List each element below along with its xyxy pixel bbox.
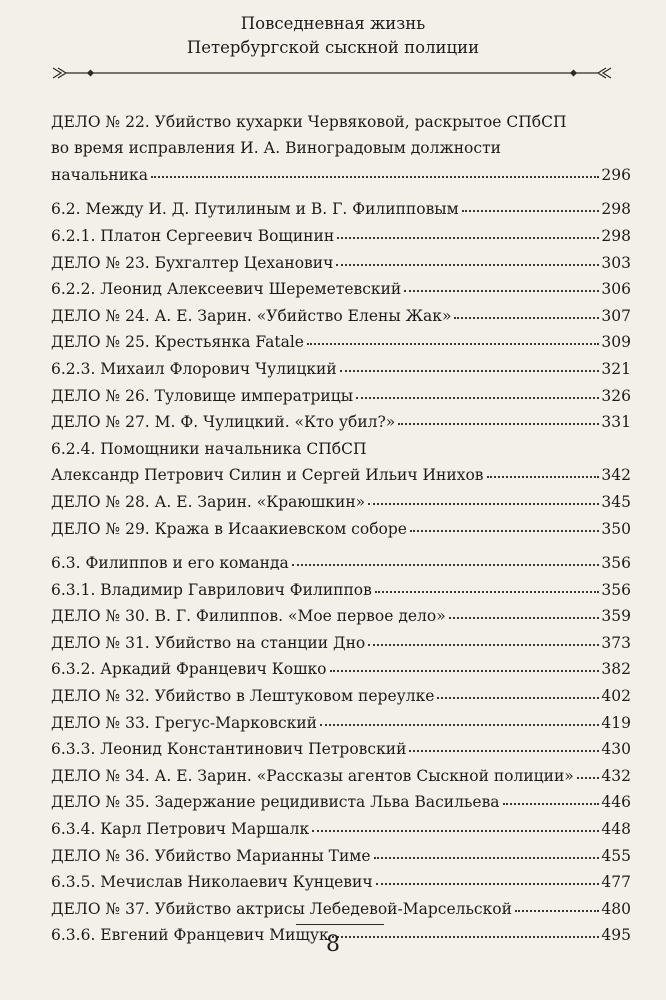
dot-leader xyxy=(437,697,599,699)
dot-leader xyxy=(487,476,600,478)
dot-leader xyxy=(503,803,600,805)
dot-leader xyxy=(368,644,599,646)
toc-entry xyxy=(51,405,631,432)
toc-entry xyxy=(51,838,631,865)
toc-entry-title: 6.3.6. Евгений Францевич Мищук xyxy=(51,926,329,945)
toc-page-number: 306 xyxy=(601,280,631,299)
toc-page-number: 359 xyxy=(601,607,631,626)
toc-entry xyxy=(51,625,631,652)
toc-entry xyxy=(51,732,631,759)
toc-entry-line xyxy=(51,511,631,538)
toc-entry-line xyxy=(51,758,631,785)
toc-page-number: 430 xyxy=(601,740,631,759)
header-ornament-divider xyxy=(52,67,612,79)
toc-entry-line xyxy=(51,811,631,838)
toc-page-number: 303 xyxy=(601,253,631,272)
toc-page-number: 307 xyxy=(601,306,631,325)
toc-entry-line xyxy=(51,678,631,705)
toc-entry-line xyxy=(51,572,631,599)
toc-entry-line xyxy=(51,192,631,219)
running-header-line-1: Повседневная жизнь xyxy=(240,14,426,33)
toc-entry xyxy=(51,484,631,511)
toc-entry-line xyxy=(51,325,631,352)
dot-leader xyxy=(409,750,599,752)
toc-entry xyxy=(51,378,631,405)
toc-entry-title: 6.2.4. Помощники начальника СПбСП xyxy=(51,439,367,458)
dot-leader xyxy=(312,830,599,832)
toc-entry-title: ДЕЛО № 35. Задержание рецидивиста Льва Васильева xyxy=(51,793,500,812)
toc-entry-title: ДЕЛО № 22. Убийство кухарки Червяковой, раскрытое СПбСП xyxy=(51,112,567,131)
toc-entry-line xyxy=(51,732,631,759)
toc-page-number: 309 xyxy=(601,333,631,352)
toc-entry xyxy=(51,218,631,245)
dot-leader xyxy=(330,670,600,672)
toc-entry xyxy=(51,245,631,272)
toc-entry-title: ДЕЛО № 26. Туловище императрицы xyxy=(51,386,354,405)
toc-entry xyxy=(51,572,631,599)
toc-entry-title: ДЕЛО № 33. Грегус-Марковский xyxy=(51,713,317,732)
toc-entry-title: начальника xyxy=(51,165,148,184)
dot-leader xyxy=(307,343,599,345)
toc-entry-line xyxy=(51,131,631,158)
toc-entry xyxy=(51,431,631,484)
toc-entry-line xyxy=(51,157,631,184)
toc-page-number: 342 xyxy=(601,466,631,485)
toc-entry xyxy=(51,272,631,299)
dot-leader xyxy=(577,777,600,779)
toc-entry-line xyxy=(51,104,631,131)
table-of-contents xyxy=(51,104,631,944)
toc-entry-line xyxy=(51,458,631,485)
toc-entry xyxy=(51,678,631,705)
dot-leader xyxy=(462,210,600,212)
toc-entry-title: ДЕЛО № 36. Убийство Марианны Тиме xyxy=(51,846,371,865)
dot-leader xyxy=(337,237,599,239)
dot-leader xyxy=(356,397,599,399)
dot-leader xyxy=(151,176,599,178)
toc-entry-title: 6.2.3. Михаил Флорович Чулицкий xyxy=(51,359,337,378)
dot-leader xyxy=(449,617,600,619)
toc-page-number: 321 xyxy=(601,359,631,378)
toc-entry xyxy=(51,298,631,325)
toc-entry-title: ДЕЛО № 30. В. Г. Филиппов. «Мое первое дело» xyxy=(51,607,446,626)
toc-entry-line xyxy=(51,218,631,245)
toc-entry xyxy=(51,758,631,785)
toc-entry xyxy=(51,351,631,378)
toc-page-number: 432 xyxy=(601,766,631,785)
dot-leader xyxy=(398,423,599,425)
toc-entry-line xyxy=(51,245,631,272)
toc-entry-line xyxy=(51,785,631,812)
toc-entry-title: 6.3.4. Карл Петрович Маршалк xyxy=(51,820,310,839)
toc-page-number: 402 xyxy=(601,687,631,706)
toc-entry-line xyxy=(51,652,631,679)
toc-entry xyxy=(51,891,631,918)
toc-entry-title: ДЕЛО № 32. Убийство в Лештуковом переулке xyxy=(51,687,435,706)
toc-entry-line xyxy=(51,405,631,432)
toc-page-number: 298 xyxy=(601,226,631,245)
toc-entry-title: 6.2. Между И. Д. Путилиным и В. Г. Филипповым xyxy=(51,200,459,219)
toc-entry-line xyxy=(51,484,631,511)
toc-entry-title: 6.3.5. Мечислав Николаевич Кунцевич xyxy=(51,873,373,892)
toc-entry-title: ДЕЛО № 31. Убийство на станции Дно xyxy=(51,633,366,652)
toc-entry-title: ДЕЛО № 27. М. Ф. Чулицкий. «Кто убил?» xyxy=(51,413,396,432)
dot-leader xyxy=(340,370,600,372)
toc-entry-line xyxy=(51,378,631,405)
running-header xyxy=(0,12,666,60)
dot-leader xyxy=(376,883,600,885)
dot-leader xyxy=(515,910,599,912)
toc-entry-line xyxy=(51,599,631,626)
toc-entry-title: 6.2.1. Платон Сергеевич Вощинин xyxy=(51,226,335,245)
toc-entry-title: ДЕЛО № 28. А. Е. Зарин. «Краюшкин» xyxy=(51,492,366,511)
dot-leader xyxy=(374,857,600,859)
toc-entry xyxy=(51,652,631,679)
dot-leader xyxy=(368,503,599,505)
toc-page-number: 448 xyxy=(601,820,631,839)
toc-entry-title: во время исправления И. А. Виноградовым должности xyxy=(51,139,501,158)
toc-page-number: 382 xyxy=(601,660,631,679)
toc-entry xyxy=(51,192,631,219)
toc-page-number: 419 xyxy=(601,713,631,732)
toc-page-number: 350 xyxy=(601,519,631,538)
toc-page-number: 326 xyxy=(601,386,631,405)
toc-page-number: 356 xyxy=(601,554,631,573)
toc-page-number: 477 xyxy=(601,873,631,892)
page-number: 8 xyxy=(326,932,340,957)
toc-entry-line xyxy=(51,272,631,299)
running-header-line-2: Петербургской сыскной полиции xyxy=(186,38,480,57)
toc-entry-line xyxy=(51,838,631,865)
toc-entry xyxy=(51,325,631,352)
toc-entry-line xyxy=(51,705,631,732)
toc-entry-title: ДЕЛО № 34. А. Е. Зарин. «Рассказы агентов Сыскной полиции» xyxy=(51,766,574,785)
toc-entry xyxy=(51,865,631,892)
dot-leader xyxy=(292,564,600,566)
toc-section-gap xyxy=(51,184,631,192)
dot-leader xyxy=(404,290,599,292)
toc-entry-line xyxy=(51,546,631,573)
dot-leader xyxy=(336,264,599,266)
toc-entry-title: 6.3.3. Леонид Константинович Петровский xyxy=(51,740,407,759)
toc-page-number: 455 xyxy=(601,846,631,865)
toc-page-number: 373 xyxy=(601,633,631,652)
toc-entry-line xyxy=(51,625,631,652)
toc-entry-line xyxy=(51,891,631,918)
toc-page-number: 356 xyxy=(601,580,631,599)
toc-entry-title: 6.3.2. Аркадий Францевич Кошко xyxy=(51,660,327,679)
toc-entry xyxy=(51,546,631,573)
toc-entry-title: ДЕЛО № 29. Кража в Исаакиевском соборе xyxy=(51,519,407,538)
toc-entry-line xyxy=(51,431,631,458)
toc-entry xyxy=(51,811,631,838)
toc-page-number: 446 xyxy=(601,793,631,812)
toc-entry-line xyxy=(51,298,631,325)
toc-entry-title: ДЕЛО № 25. Крестьянка Fatale xyxy=(51,333,304,352)
toc-entry-title: 6.3.1. Владимир Гаврилович Филиппов xyxy=(51,580,372,599)
toc-entry xyxy=(51,511,631,538)
toc-entry xyxy=(51,599,631,626)
toc-entry-line xyxy=(51,865,631,892)
toc-entry-title: Александр Петрович Силин и Сергей Ильич Инихов xyxy=(51,466,484,485)
toc-entry-title: ДЕЛО № 24. А. Е. Зарин. «Убийство Елены Жак» xyxy=(51,306,452,325)
toc-entry-title: ДЕЛО № 37. Убийство актрисы Лебедевой-Марсельской xyxy=(51,899,512,918)
dot-leader xyxy=(410,530,599,532)
toc-entry xyxy=(51,785,631,812)
toc-entry-title: ДЕЛО № 23. Бухгалтер Цеханович xyxy=(51,253,334,272)
toc-section-gap xyxy=(51,538,631,546)
toc-entry xyxy=(51,705,631,732)
toc-page-number: 331 xyxy=(601,413,631,432)
toc-entry-line xyxy=(51,351,631,378)
toc-page-number: 495 xyxy=(601,926,631,945)
toc-page-number: 298 xyxy=(601,200,631,219)
toc-page-number: 296 xyxy=(601,165,631,184)
toc-page-number: 480 xyxy=(601,899,631,918)
toc-page-number: 345 xyxy=(601,492,631,511)
dot-leader xyxy=(375,591,600,593)
toc-entry xyxy=(51,104,631,184)
dot-leader xyxy=(454,317,599,319)
toc-entry-title: 6.3. Филиппов и его команда xyxy=(51,554,289,573)
toc-entry-title: 6.2.2. Леонид Алексеевич Шереметевский xyxy=(51,280,402,299)
footer-divider xyxy=(296,924,384,925)
dot-leader xyxy=(320,724,599,726)
